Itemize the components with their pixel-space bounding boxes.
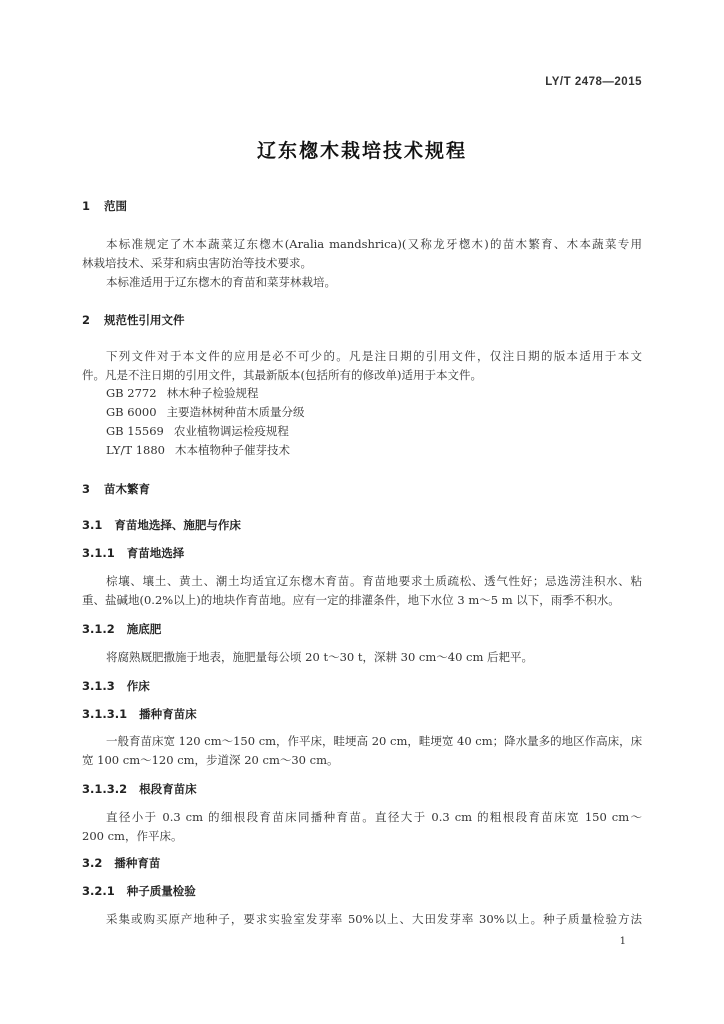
section-number: 3.2 (82, 856, 103, 870)
section-number: 3.1 (82, 518, 103, 532)
text-line: 下列文件对于本文件的应用是必不可少的。凡是注日期的引用文件，仅注日期的版本适用于本文 (106, 349, 642, 363)
normative-intro (82, 347, 642, 385)
section-number: 3 (82, 482, 91, 496)
text-line: 一般育苗床宽 120 cm～150 cm，作平床，畦埂高 20 cm，畦埂宽 40 cm；降水量多的地区作高床，床 (106, 734, 643, 748)
site-selection-paragraph (82, 572, 642, 610)
subsection-heading (82, 621, 161, 637)
section-title: 范围 (104, 199, 127, 213)
text-line: 200 cm，作平床。 (82, 829, 183, 843)
section-number: 3.2.1 (82, 884, 115, 898)
section-title: 施底肥 (126, 622, 162, 636)
page-number: 1 (619, 936, 626, 947)
fertilizer-paragraph (82, 648, 642, 667)
section-title: 苗木繁育 (104, 482, 150, 496)
reference-item (106, 404, 305, 420)
section-number: 1 (82, 199, 91, 213)
text-line: 棕壤、壤土、黄土、潮土均适宜辽东楤木育苗。育苗地要求土质疏松、透气性好；忌选涝洼积水、粘 (106, 574, 642, 588)
reference-code: LY/T 1880 (106, 443, 165, 457)
subsection-heading (82, 781, 197, 797)
seed-quality-paragraph (82, 910, 642, 929)
subsection-heading (82, 517, 241, 533)
section-title: 播种育苗 (114, 856, 161, 870)
section-heading-scope (82, 198, 127, 214)
section-number: 3.1.2 (82, 622, 115, 636)
seedbed-paragraph (82, 732, 642, 770)
reference-code: GB 6000 (106, 405, 157, 419)
subsection-heading (82, 706, 197, 722)
section-title: 育苗地选择、施肥与作床 (114, 518, 241, 532)
reference-name: 主要造林树种苗木质量分级 (166, 405, 305, 419)
section-title: 作床 (126, 679, 150, 693)
subsection-heading (82, 855, 160, 871)
rootbed-paragraph (82, 808, 642, 846)
text-line: 件。凡是不注日期的引用文件，其最新版本(包括所有的修改单)适用于本文件。 (82, 368, 482, 382)
section-heading-propagation (82, 481, 150, 497)
text-line: 重、盐碱地(0.2%以上)的地块作育苗地。应有一定的排灌条件，地下水位 3 m～5 m 以下，雨季不积水。 (82, 593, 620, 607)
section-title: 育苗地选择 (126, 546, 185, 560)
text-line: 林栽培技术、采芽和病虫害防治等技术要求。 (82, 256, 312, 270)
text-line: 直径小于 0.3 cm 的细根段育苗床同播种育苗。直径大于 0.3 cm 的粗根段育苗床宽 150 cm～ (106, 810, 642, 824)
subsection-heading (82, 545, 184, 561)
text-line: 采集或购买原产地种子，要求实验室发芽率 50%以上、大田发芽率 30%以上。种子质量检验方法 (106, 912, 642, 926)
subsection-heading (82, 883, 196, 899)
section-heading-normative (82, 312, 185, 328)
reference-item (106, 423, 289, 439)
reference-item (106, 442, 290, 458)
subsection-heading (82, 678, 150, 694)
text-line: 本标准规定了木本蔬菜辽东楤木(Aralia mandshrica)(又称龙牙楤木)的苗木繁育、木本蔬菜专用 (106, 237, 642, 251)
section-number: 3.1.1 (82, 546, 115, 560)
standard-number: LY/T 2478—2015 (545, 76, 642, 88)
text-line: 宽 100 cm～120 cm，步道深 20 cm～30 cm。 (82, 753, 339, 767)
reference-name: 农业植物调运检疫规程 (173, 424, 289, 438)
section-number: 3.1.3.1 (82, 707, 128, 721)
text-line: 本标准适用于辽东楤木的育苗和菜芽林栽培。 (106, 275, 336, 289)
reference-name: 林木种子检验规程 (166, 386, 259, 400)
scope-paragraph (82, 235, 642, 292)
document-title: 辽东楤木栽培技术规程 (256, 140, 467, 162)
text-line: 将腐熟厩肥撒施于地表，施肥量每公顷 20 t～30 t，深耕 30 cm～40 cm 后耙平。 (106, 650, 534, 664)
section-title: 规范性引用文件 (104, 313, 185, 327)
reference-code: GB 15569 (106, 424, 164, 438)
reference-code: GB 2772 (106, 386, 157, 400)
section-number: 2 (82, 313, 91, 327)
section-title: 播种育苗床 (139, 707, 197, 721)
section-number: 3.1.3.2 (82, 782, 128, 796)
section-title: 种子质量检验 (126, 884, 196, 898)
reference-item (106, 385, 259, 401)
section-number: 3.1.3 (82, 679, 115, 693)
section-title: 根段育苗床 (139, 782, 197, 796)
reference-name: 木本植物种子催芽技术 (174, 443, 290, 457)
